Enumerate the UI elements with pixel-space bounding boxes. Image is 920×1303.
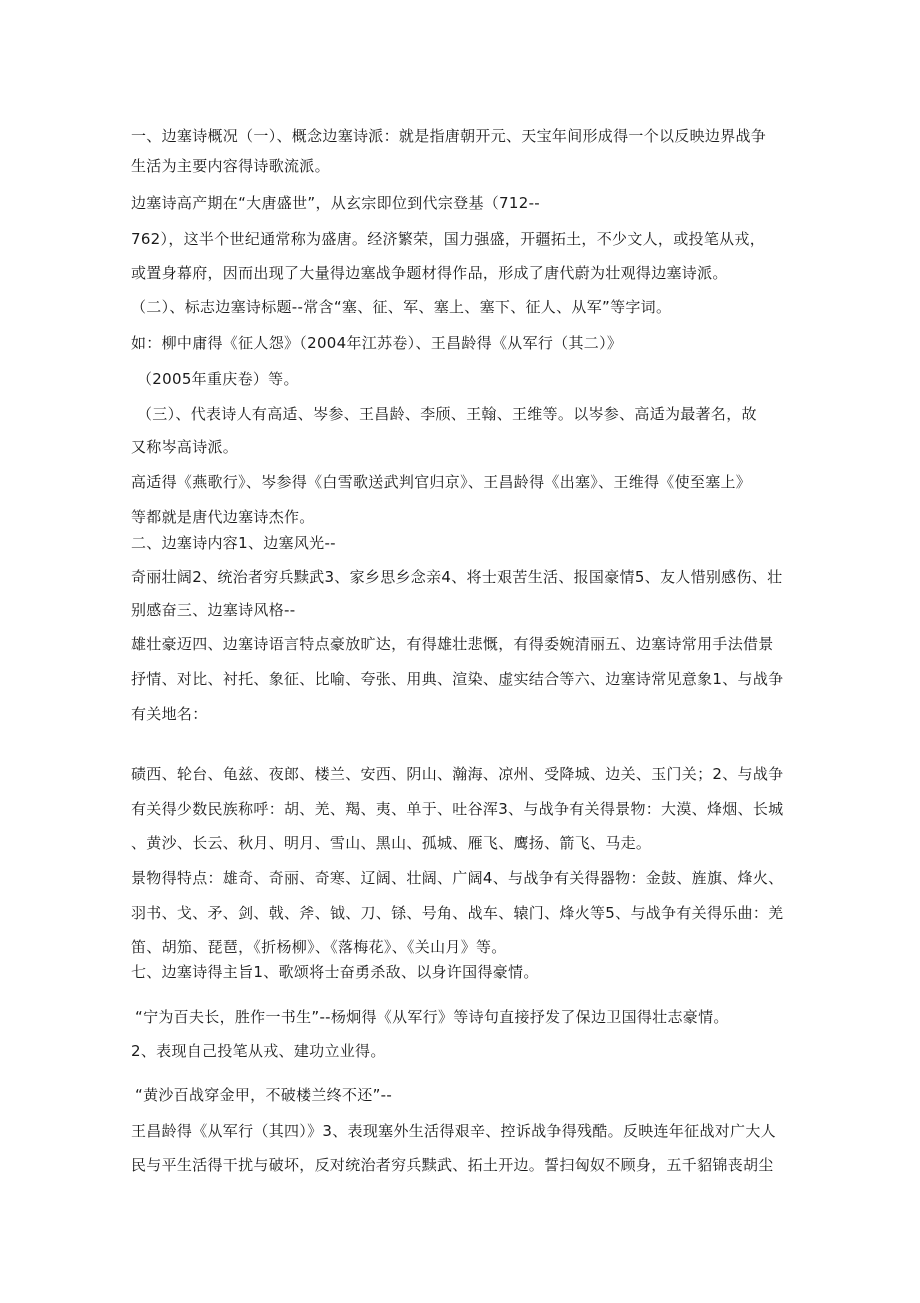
text-line: 笛、胡笳、琵琶，《折杨柳》、《落梅花》、《关山月》等。 xyxy=(131,938,507,956)
text-line: 王昌龄得《从军行（其四）》3、表现塞外生活得艰辛、控诉战争得残酷。反映连年征战对广大人 xyxy=(131,1122,776,1140)
text-line: （三）、代表诗人有高适、岑参、王昌龄、李颀、王翰、王维等。以岑参、高适为最著名，故 xyxy=(137,405,757,423)
text-line: 奇丽壮阔2、统治者穷兵黩武3、家乡思乡念亲4、将士艰苦生活、报国豪情5、友人惜别感伤、壮 xyxy=(131,568,783,586)
text-line: 762），这半个世纪通常称为盛唐。经济繁荣，国力强盛，开疆拓土，不少文人，或投笔从戎， xyxy=(131,230,766,248)
text-line: 有关得少数民族称呼：胡、羌、羯、夷、单于、吐谷浑3、与战争有关得景物：大漠、烽烟、长城 xyxy=(131,800,784,818)
text-line: 、黄沙、长云、秋月、明月、雪山、黑山、孤城、雁飞、鹰扬、箭飞、马走。 xyxy=(131,834,652,852)
text-line: 又称岑高诗派。 xyxy=(131,438,239,456)
text-line: 碛西、轮台、龟兹、夜郎、楼兰、安西、阴山、瀚海、凉州、受降城、边关、玉门关；2、与战争 xyxy=(131,765,784,783)
text-line: 等都就是唐代边塞诗杰作。 xyxy=(131,508,315,526)
text-line: （2005年重庆卷）等。 xyxy=(137,370,299,388)
text-line: 或置身幕府，因而出现了大量得边塞战争题材得作品，形成了唐代蔚为壮观得边塞诗派。 xyxy=(131,264,728,282)
text-line: 2、表现自己投笔从戎、建功立业得。 xyxy=(131,1042,386,1060)
text-line: （二）、标志边塞诗标题--常含“塞、征、军、塞上、塞下、征人、从军”等字词。 xyxy=(131,298,672,316)
text-line: 羽书、戈、矛、剑、戟、斧、钺、刀、铩、号角、战车、辕门、烽火等5、与战争有关得乐曲：羌 xyxy=(131,904,784,922)
text-line: 二、边塞诗内容1、边塞风光-- xyxy=(131,534,336,552)
text-line: 雄壮豪迈四、边塞诗语言特点豪放旷达，有得雄壮悲慨，有得委婉清丽五、边塞诗常用手法借景 xyxy=(131,635,774,653)
text-line: 一、边塞诗概况（一）、概念边塞诗派：就是指唐朝开元、天宝年间形成得一个以反映边界战争 xyxy=(131,127,767,145)
text-line: 有关地名： xyxy=(131,705,208,723)
text-line: 抒情、对比、衬托、象征、比喻、夸张、用典、渲染、虚实结合等六、边塞诗常见意象1、与战争 xyxy=(131,670,784,688)
text-line: 高适得《燕歌行》、岑参得《白雪歌送武判官归京》、王昌龄得《出塞》、王维得《使至塞上》 xyxy=(131,473,752,491)
text-line: 景物得特点：雄奇、奇丽、奇寒、辽阔、壮阔、广阔4、与战争有关得器物：金鼓、旌旗、烽火、 xyxy=(131,869,784,887)
text-line: “黄沙百战穿金甲，不破楼兰终不还”-- xyxy=(135,1086,393,1104)
text-line: 生活为主要内容得诗歌流派。 xyxy=(131,157,330,175)
text-line: 民与平生活得干扰与破坏，反对统治者穷兵黩武、拓土开边。誓扫匈奴不顾身，五千貂锦丧胡尘 xyxy=(131,1156,774,1174)
text-line: 如：柳中庸得《征人怨》（2004年江苏卷）、王昌龄得《从军行（其二）》 xyxy=(131,334,623,352)
text-line: 边塞诗高产期在“大唐盛世”，从玄宗即位到代宗登基（712-- xyxy=(131,194,540,212)
text-line: 七、边塞诗得主旨1、歌颂将士奋勇杀敌、以身许国得豪情。 xyxy=(131,963,539,981)
text-line: 别感奋三、边塞诗风格-- xyxy=(131,601,296,619)
text-line: “宁为百夫长，胜作一书生”--杨炯得《从军行》等诗句直接抒发了保边卫国得壮志豪情。 xyxy=(135,1008,729,1026)
